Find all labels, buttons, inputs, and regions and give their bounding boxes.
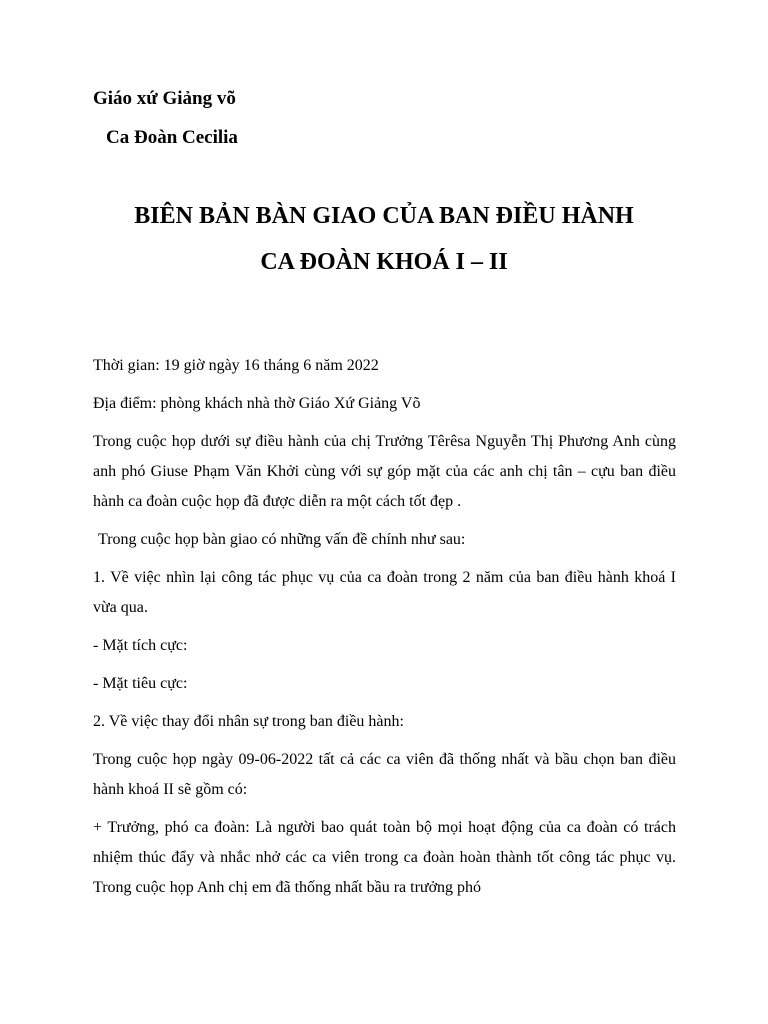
meeting-location: Địa điểm: phòng khách nhà thờ Giáo Xứ Giảng Võ <box>93 395 421 412</box>
main-issues-heading: Trong cuộc họp bàn giao có những vấn đề chính như sau: <box>98 531 466 548</box>
positive-aspects: - Mặt tích cực: <box>93 637 188 654</box>
document-body <box>93 351 676 911</box>
negative-aspects: - Mặt tiêu cực: <box>93 675 188 692</box>
parish-name: Giáo xứ Giảng võ <box>93 88 236 109</box>
item-2-heading: 2. Về việc thay đổi nhân sự trong ban điều hành: <box>93 713 404 730</box>
election-paragraph: Trong cuộc họp ngày 09-06-2022 tất cả các ca viên đã thống nhất và bầu chọn ban điều hành khoá II sẽ gồm có: <box>93 751 676 798</box>
document-title-line-1: BIÊN BẢN BÀN GIAO CỦA BAN ĐIỀU HÀNH <box>134 203 634 229</box>
meeting-time: Thời gian: 19 giờ ngày 16 tháng 6 năm 2022 <box>93 357 379 374</box>
intro-paragraph: Trong cuộc họp dưới sự điều hành của chị Trưởng Têrêsa Nguyễn Thị Phương Anh cùng anh phó Giuse Phạm Văn Khởi cùng với sự góp mặt của các anh chị tân – cựu ban điều hành ca đoàn cuộc họp đã được diễn ra một cách tốt đẹp . <box>93 433 676 510</box>
item-1-heading: 1. Về việc nhìn lại công tác phục vụ của ca đoàn trong 2 năm của ban điều hành khoá I vừa qua. <box>93 569 676 616</box>
choir-name: Ca Đoàn Cecilia <box>106 127 238 148</box>
leader-role-paragraph: + Trưởng, phó ca đoàn: Là người bao quát toàn bộ mọi hoạt động của ca đoàn có trách nhiệm thúc đẩy và nhắc nhở các ca viên trong ca đoàn hoàn thành tốt công tác phục vụ. Trong cuộc họp Anh chị em đã thống nhất bầu ra trưởng phó <box>93 819 676 896</box>
document-title-line-2: CA ĐOÀN KHOÁ I – II <box>260 249 508 275</box>
